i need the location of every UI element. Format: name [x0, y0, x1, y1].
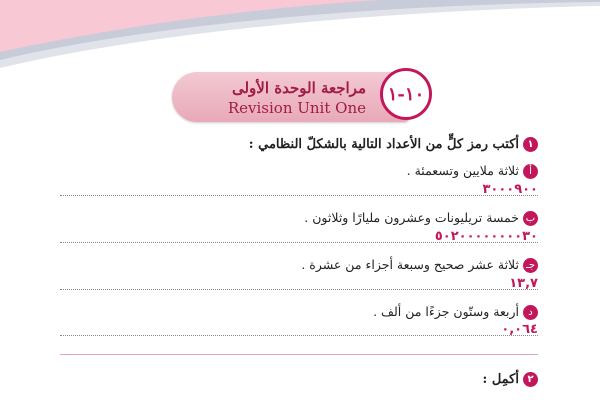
- item-marker: جـ: [523, 258, 538, 273]
- unit-banner: [172, 68, 440, 126]
- banner-title-arabic: مراجعة الوحدة الأولى: [231, 79, 366, 97]
- answer-line: [60, 335, 538, 336]
- question-2-prompt: أكمِل :: [482, 372, 519, 387]
- question-1-item-b: [304, 210, 538, 226]
- item-marker: أ: [523, 164, 538, 179]
- answer-b: ٥٠٢٠٠٠٠٠٠٠٠٣٠: [434, 229, 538, 244]
- banner-pill: [172, 72, 410, 122]
- item-text: أربعة وستّون جزءًا من ألف .: [373, 304, 519, 319]
- question-1-heading: [249, 137, 538, 152]
- question-2-number: ٢: [523, 372, 538, 387]
- banner-title-english: Revision Unit One: [227, 99, 366, 117]
- question-1-number: ١: [523, 137, 538, 152]
- decorative-swoosh: [0, 0, 600, 70]
- question-1-item-a: [407, 163, 538, 179]
- item-text: خمسة تريليونات وعشرون مليارًا وثلاثون .: [304, 210, 519, 225]
- answer-c: ١٣,٧: [509, 276, 538, 291]
- unit-number-badge: ١٠-١: [380, 68, 432, 120]
- answer-line: [60, 195, 538, 196]
- section-divider: [60, 354, 538, 355]
- item-marker: د: [523, 305, 538, 320]
- question-1-item-c: [301, 257, 538, 273]
- answer-line: [60, 242, 538, 243]
- answer-d: ٠,٠٦٤: [501, 322, 538, 337]
- question-1-item-d: [373, 304, 538, 320]
- item-text: ثلاثة عشر صحيح وسبعة أجزاء من عشرة .: [301, 257, 519, 272]
- item-text: ثلاثة ملايين وتسعمئة .: [406, 163, 519, 178]
- item-marker: ب: [523, 211, 538, 226]
- question-2-heading: [483, 372, 539, 387]
- answer-line: [60, 289, 538, 290]
- answer-a: ٣٠٠٠٩٠٠: [482, 182, 538, 197]
- question-1-prompt: أكتب رمز كلٍّ من الأعداد التالية بالشكلّ النظامي :: [248, 137, 519, 152]
